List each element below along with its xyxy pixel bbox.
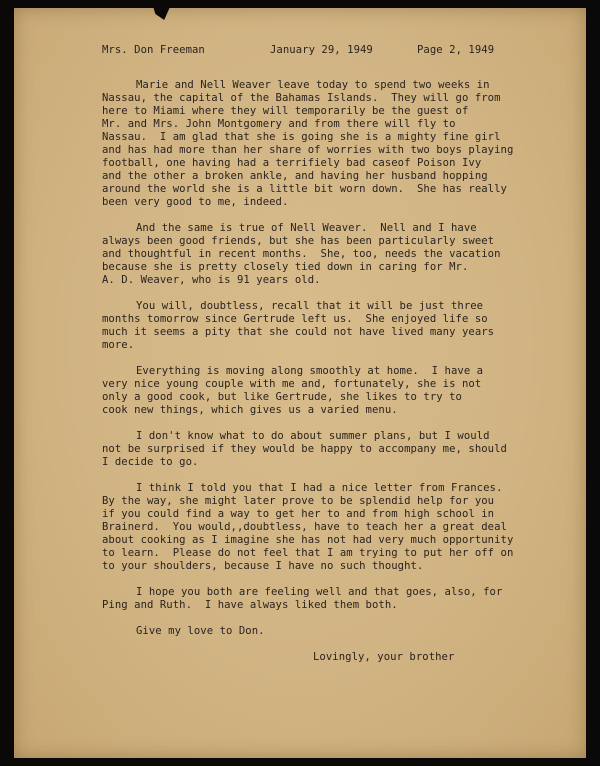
body-line: Nassau, the capital of the Bahamas Islands. They will go from [102,92,501,104]
body-line: Everything is moving along smoothly at home. I have a [136,365,484,377]
body-line: not be surprised if they would be happy to accompany me, should [102,443,507,455]
body-line: Nassau. I am glad that she is going she is a mighty fine girl [102,131,501,143]
body-line: here to Miami where they will temporarily be the guest of [102,105,469,117]
body-line: been very good to me, indeed. [102,196,289,208]
body-line: Ping and Ruth. I have always liked them both. [102,599,398,611]
body-line: Mr. and Mrs. John Montgomery and from there will fly to [102,118,456,130]
body-line: always been good friends, but she has been particularly sweet [102,235,495,247]
body-line: I decide to go. [102,456,199,468]
header-page: Page 2, 1949 [417,44,495,56]
body-line: and thoughtful in recent months. She, too, needs the vacation [102,248,501,260]
closing: Lovingly, your brother [313,651,455,663]
body-line: cook new things, which gives us a varied menu. [102,404,398,416]
header-recipient: Mrs. Don Freeman [102,44,205,56]
body-line: very nice young couple with me and, fortunately, she is not [102,378,482,390]
body-line: more. [102,339,135,351]
body-line: I hope you both are feeling well and that goes, also, for [136,586,503,598]
body-line: months tomorrow since Gertrude left us. She enjoyed life so [102,313,488,325]
body-line: about cooking as I imagine she has not had very much opportunity [102,534,514,546]
body-line: And the same is true of Nell Weaver. Nell and I have [136,222,477,234]
header-date: January 29, 1949 [270,44,373,56]
body-line: only a good cook, but like Gertrude, she likes to try to [102,391,462,403]
body-line: You will, doubtless, recall that it will be just three [136,300,484,312]
body-line: I don't know what to do about summer plans, but I would [136,430,490,442]
body-line: Marie and Nell Weaver leave today to spend two weeks in [136,79,490,91]
body-line: Brainerd. You would,,doubtless, have to teach her a great deal [102,521,507,533]
body-line: much it seems a pity that she could not have lived many years [102,326,495,338]
body-line: around the world she is a little bit worn down. She has really [102,183,507,195]
body-line: By the way, she might later prove to be splendid help for you [102,495,495,507]
body-line: to learn. Please do not feel that I am trying to put her off on [102,547,514,559]
body-line: A. D. Weaver, who is 91 years old. [102,274,321,286]
body-line: if you could find a way to get her to and from high school in [102,508,495,520]
body-line: I think I told you that I had a nice letter from Frances. [136,482,503,494]
body-line: to your shoulders, because I have no such thought. [102,560,424,572]
body-line: and has had more than her share of worries with two boys playing [102,144,514,156]
body-line: football, one having had a terrifiely bad caseof Poison Ivy [102,157,482,169]
body-line: because she is pretty closely tied down in caring for Mr. [102,261,469,273]
body-line: Give my love to Don. [136,625,265,637]
body-line: and the other a broken ankle, and having her husband hopping [102,170,488,182]
